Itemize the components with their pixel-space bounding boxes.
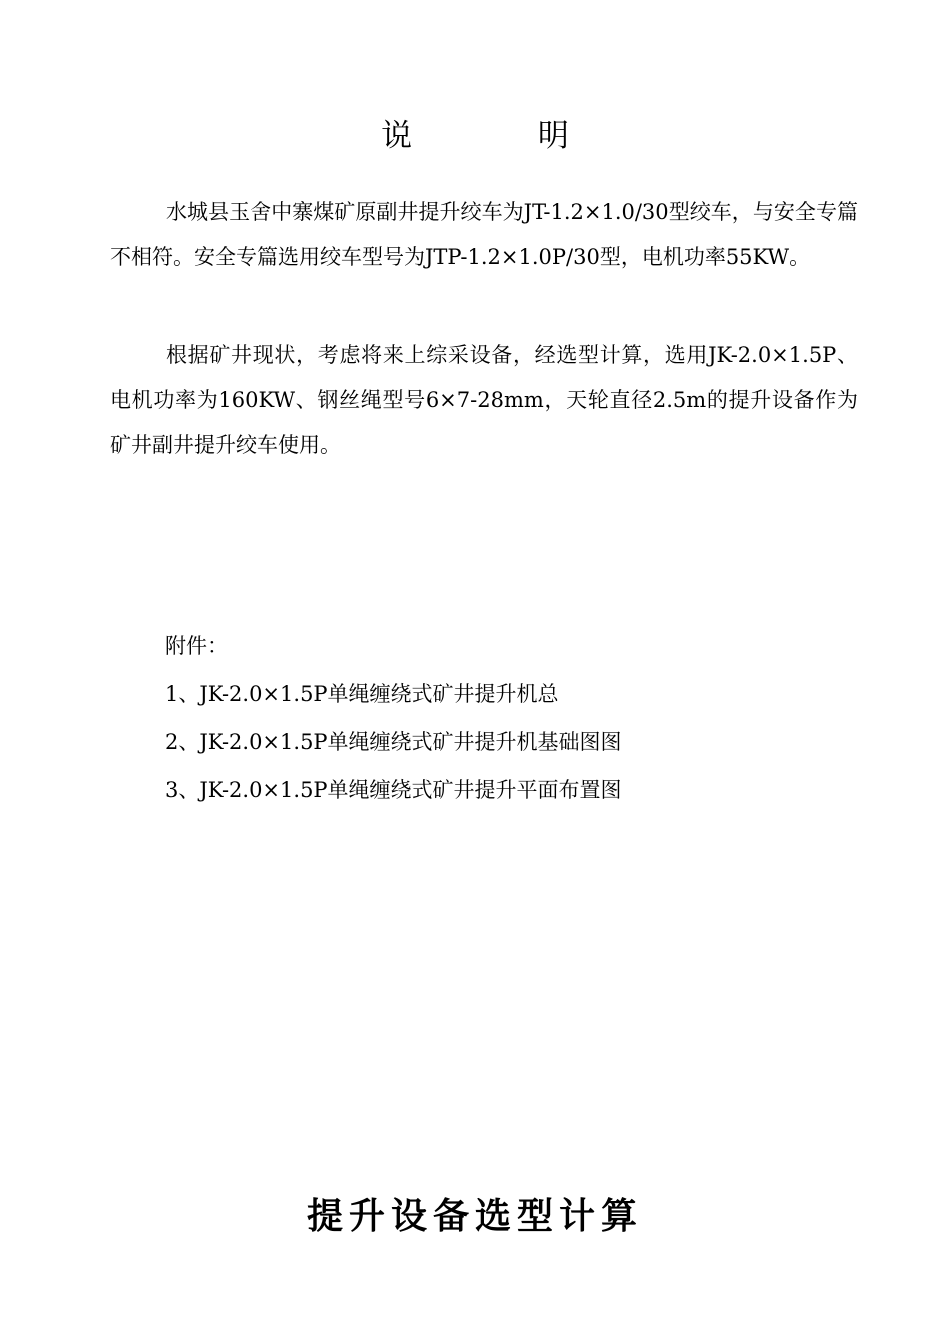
attachment-item-2: 2、JK-2.0×1.5P单绳缠绕式矿井提升机基础图图 (165, 730, 622, 754)
attachments-label: 附件： (165, 634, 228, 658)
attachment-item-1: 1、JK-2.0×1.5P单绳缠绕式矿井提升机总 (165, 682, 559, 706)
attachment-item-3: 3、JK-2.0×1.5P单绳缠绕式矿井提升平面布置图 (165, 778, 622, 802)
attachments-list (165, 622, 865, 814)
paragraph-text: 水城县玉舍中寨煤矿原副井提升绞车为JT-1.2×1.0/30型绞车，与安全专篇不相符。安全专篇选用绞车型号为JTP-1.2×1.0P/30型，电机功率55KW。 (110, 200, 858, 269)
page-title: 说 明 (381, 118, 627, 154)
paragraph-text: 根据矿井现状，考虑将来上综采设备，经选型计算，选用JK-2.0×1.5P、电机功率为160KW、钢丝绳型号6×7-28mm，天轮直径2.5m的提升设备作为矿井副井提升绞车使用。 (110, 343, 858, 457)
body-paragraph-2 (110, 333, 858, 468)
section-heading: 提升设备选型计算 (306, 1195, 643, 1237)
body-paragraph-1 (110, 190, 858, 280)
